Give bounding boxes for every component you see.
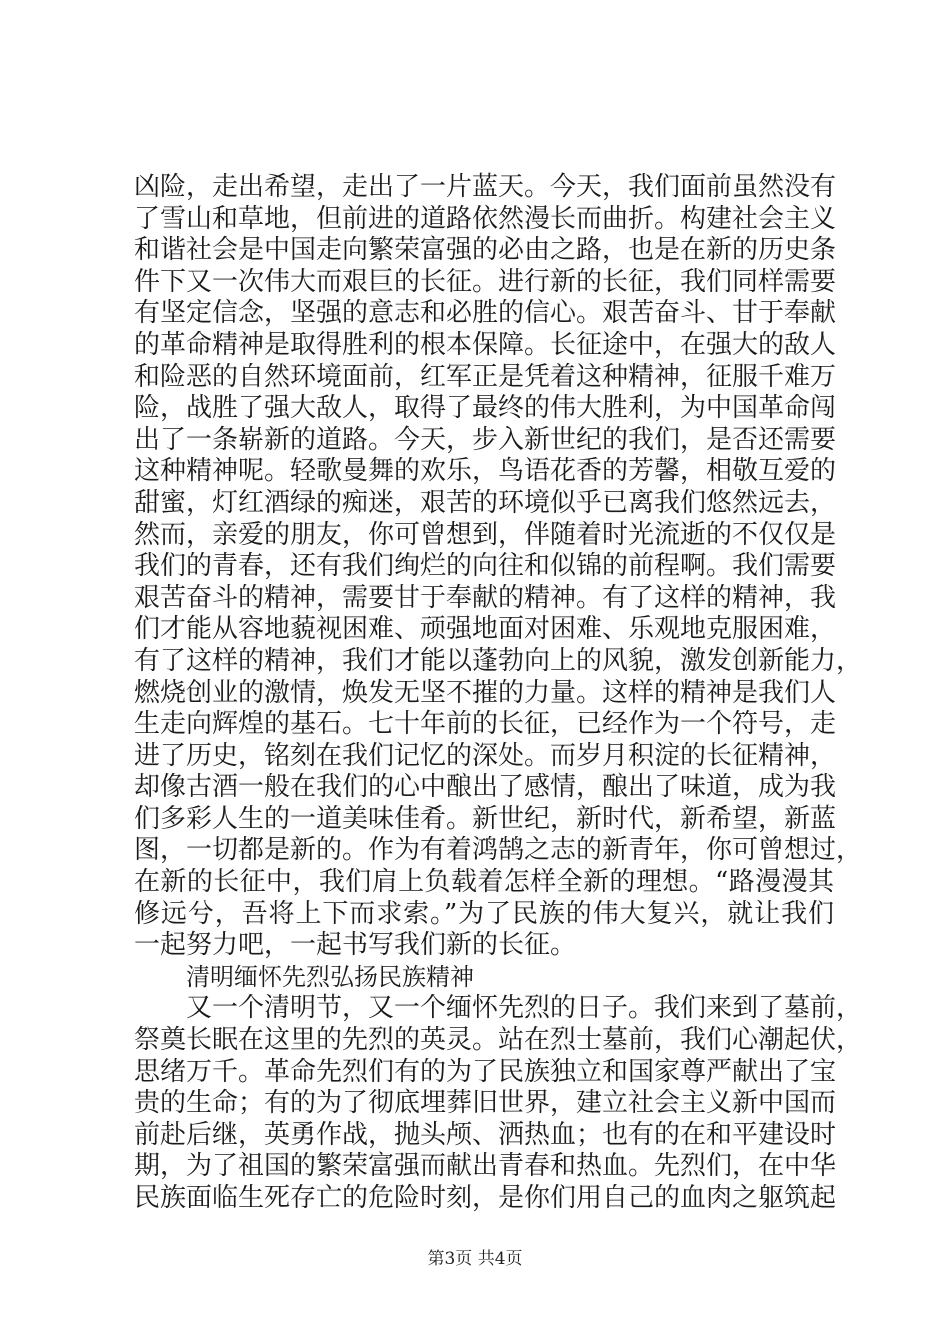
body-text bbox=[134, 172, 863, 1215]
text-line: 艰苦奋斗的精神，需要甘于奉献的精神。有了这样的精神，我 bbox=[134, 582, 837, 613]
text-line: 修远兮，吾将上下而求索。”为了民族的伟大复兴，就让我们 bbox=[134, 898, 834, 929]
paragraph-1 bbox=[134, 172, 863, 962]
text-line: 们才能从容地藐视困难、顽强地面对困难、乐观地克服困难， bbox=[134, 614, 837, 645]
text-line: 险，战胜了强大敌人，取得了最终的伟大胜利，为中国革命闯 bbox=[134, 393, 837, 424]
text-line: 进了历史，铭刻在我们记忆的深处。而岁月积淀的长征精神， bbox=[134, 740, 837, 771]
text-line: 然而，亲爱的朋友，你可曾想到，伴随着时光流逝的不仅仅是 bbox=[134, 519, 837, 550]
text-line: 燃烧创业的激情，焕发无坚不摧的力量。这样的精神是我们人 bbox=[134, 677, 837, 708]
paragraph-2 bbox=[134, 993, 863, 1214]
text-line: 在新的长征中，我们肩上负载着怎样全新的理想。“路漫漫其 bbox=[134, 867, 834, 898]
text-line: 贵的生命；有的为了彻底埋葬旧世界，建立社会主义新中国而 bbox=[134, 1088, 837, 1119]
text-line: 生走向辉煌的基石。七十年前的长征，已经作为一个符号，走 bbox=[134, 709, 837, 740]
text-line: 有坚定信念，坚强的意志和必胜的信心。艰苦奋斗、甘于奉献 bbox=[134, 298, 837, 329]
text-line: 这种精神呢。轻歌曼舞的欢乐，鸟语花香的芳馨，相敬互爱的 bbox=[134, 456, 837, 487]
page-number-footer: 第3页 共4页 bbox=[427, 1249, 523, 1269]
text-line: 和谐社会是中国走向繁荣富强的必由之路，也是在新的历史条 bbox=[134, 235, 837, 266]
text-line: 件下又一次伟大而艰巨的长征。进行新的长征，我们同样需要 bbox=[134, 266, 837, 297]
text-line: 图，一切都是新的。作为有着鸿鹄之志的新青年，你可曾想过， bbox=[134, 835, 863, 866]
text-line: 出了一条崭新的道路。今天，步入新世纪的我们，是否还需要 bbox=[134, 424, 837, 455]
text-line: 一起努力吧，一起书写我们新的长征。 bbox=[134, 930, 577, 961]
text-line: 前赴后继，英勇作战，抛头颅、洒热血；也有的在和平建设时 bbox=[134, 1119, 837, 1150]
text-line: 凶险，走出希望，走出了一片蓝天。今天，我们面前虽然没有 bbox=[134, 172, 837, 202]
section-heading: 清明缅怀先烈弘扬民族精神 bbox=[186, 962, 474, 991]
text-line: 思绪万千。革命先烈们有的为了民族独立和国家尊严献出了宝 bbox=[134, 1056, 837, 1087]
text-line: 民族面临生死存亡的危险时刻，是你们用自己的血肉之躯筑起 bbox=[134, 1183, 837, 1213]
text-line: 又一个清明节，又一个缅怀先烈的日子。我们来到了墓前， bbox=[186, 993, 863, 1024]
text-line: 的革命精神是取得胜利的根本保障。长征途中，在强大的敌人 bbox=[134, 329, 837, 360]
text-line: 有了这样的精神，我们才能以蓬勃向上的风貌，激发创新能力， bbox=[134, 645, 863, 676]
text-line: 们多彩人生的一道美味佳肴。新世纪，新时代，新希望，新蓝 bbox=[134, 803, 837, 834]
text-line: 却像古酒一般在我们的心中酿出了感情，酿出了味道，成为我 bbox=[134, 772, 837, 803]
text-line: 我们的青春，还有我们绚烂的向往和似锦的前程啊。我们需要 bbox=[134, 551, 837, 582]
text-line: 期，为了祖国的繁荣富强而献出青春和热血。先烈们，在中华 bbox=[134, 1151, 837, 1182]
text-line: 了雪山和草地，但前进的道路依然漫长而曲折。构建社会主义 bbox=[134, 203, 837, 234]
text-line: 甜蜜，灯红酒绿的痴迷，艰苦的环境似乎已离我们悠然远去， bbox=[134, 487, 837, 518]
text-line: 和险恶的自然环境面前，红军正是凭着这种精神，征服千难万 bbox=[134, 361, 837, 392]
text-line: 祭奠长眠在这里的先烈的英灵。站在烈士墓前，我们心潮起伏， bbox=[134, 1025, 863, 1056]
